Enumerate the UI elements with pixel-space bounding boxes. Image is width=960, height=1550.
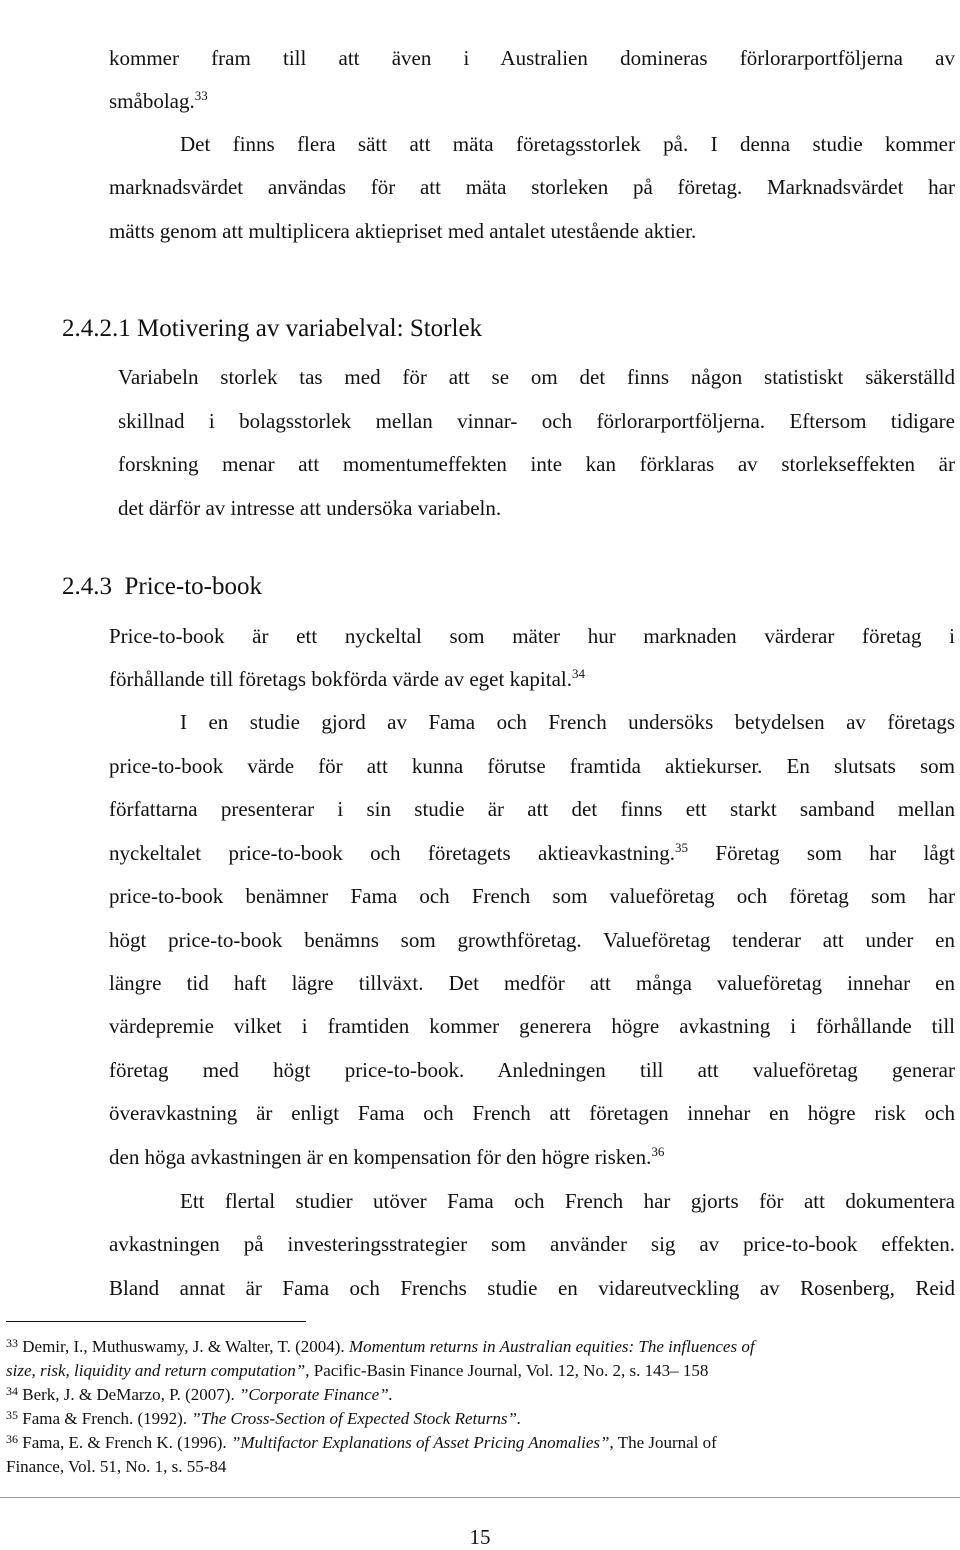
body-line: Price-to-book är ett nyckeltal som mäter hur marknaden värderar företag i [109,624,955,648]
body-line: Bland annat är Fama och Frenchs studie en vidareutveckling av Rosenberg, Reid [109,1276,955,1300]
body-line: författarna presenterar i sin studie är att det finns ett starkt samband mellan [109,797,955,821]
page-number: 15 [469,1525,491,1549]
footer-divider [0,1497,960,1498]
section-heading: 2.4.3 Price-to-book [62,573,262,600]
body-line: förhållande till företags bokförda värde av eget kapital.$^{34}$ [109,666,585,691]
body-line: price-to-book värde för att kunna förutse framtida aktiekurser. En slutsats som [109,754,955,778]
footnote-33-cont: size, risk, liquidity and return computation”, Pacific-Basin Finance Journal, Vol. 12, No. 2, s. 143– 158 [6,1361,709,1380]
body-line: längre tid haft lägre tillväxt. Det medför att många valueföretag innehar en [109,971,955,995]
body-line: price-to-book benämner Fama och French som valueföretag och företag som har [109,884,955,908]
body-line: Det finns flera sätt att mäta företagsstorlek på. I denna studie kommer [180,132,955,156]
body-line: Variabeln storlek tas med för att se om det finns någon statistiskt säkerställd [118,365,955,389]
body-line: det därför av intresse att undersöka variabeln. [118,496,502,520]
body-line: den höga avkastningen är en kompensation för den högre risken.$^{36}$ [109,1144,665,1169]
body-line: företag med högt price-to-book. Anledningen till att valueföretag generar [109,1058,955,1082]
footnote-33: $^{33}$ Demir, I., Muthuswamy, J. & Walter, T. (2004). Momentum returns in Australian equities: The influences of [6,1336,755,1356]
footnote-ref-36[interactable]: 36 [651,1144,665,1159]
body-line: I en studie gjord av Fama och French undersöks betydelsen av företags [180,710,955,734]
footnote-separator [6,1321,306,1322]
body-line: överavkastning är enligt Fama och French att företagen innehar en högre risk och [109,1101,955,1125]
body-line: Ett flertal studier utöver Fama och French har gjorts för att dokumentera [180,1189,955,1213]
body-line: nyckeltalet price-to-book och företagets aktieavkastning.$^{35}$ Företag som har lågt [109,840,955,865]
footnote-34: $^{34}$ Berk, J. & DeMarzo, P. (2007). ”Corporate Finance”. [6,1384,393,1404]
body-line: kommer fram till att även i Australien domineras förlorarportföljerna av [109,46,955,70]
body-line: avkastningen på investeringsstrategier som använder sig av price-to-book effekten. [109,1232,955,1256]
body-line: mätts genom att multiplicera aktiepriset med antalet utestående aktier. [109,219,697,243]
body-line: högt price-to-book benämns som growthföretag. Valueföretag tenderar att under en [109,928,955,952]
body-line: marknadsvärdet användas för att mäta storleken på företag. Marknadsvärdet har [109,175,955,199]
footnote-35: $^{35}$ Fama & French. (1992). ”The Cross-Section of Expected Stock Returns”. [6,1408,522,1428]
body-line: värdepremie vilket i framtiden kommer generera högre avkastning i förhållande till [109,1014,955,1038]
footnote-ref-33[interactable]: 33 [194,88,208,103]
body-line: forskning menar att momentumeffekten inte kan förklaras av storlekseffekten är [118,452,955,476]
footnote-36-cont: Finance, Vol. 51, No. 1, s. 55-84 [6,1457,227,1476]
footnote-36: $^{36}$ Fama, E. & French K. (1996). ”Multifactor Explanations of Asset Pricing Anomalies”, The Journal of [6,1432,717,1452]
body-line: småbolag.$^{33}$ [109,88,208,113]
body-line: skillnad i bolagsstorlek mellan vinnar- och förlorarportföljerna. Eftersom tidigare [118,409,955,433]
section-heading: 2.4.2.1 Motivering av variabelval: Storlek [62,315,483,342]
footnote-ref-35[interactable]: 35 [675,840,689,855]
footnote-ref-34[interactable]: 34 [571,666,585,681]
